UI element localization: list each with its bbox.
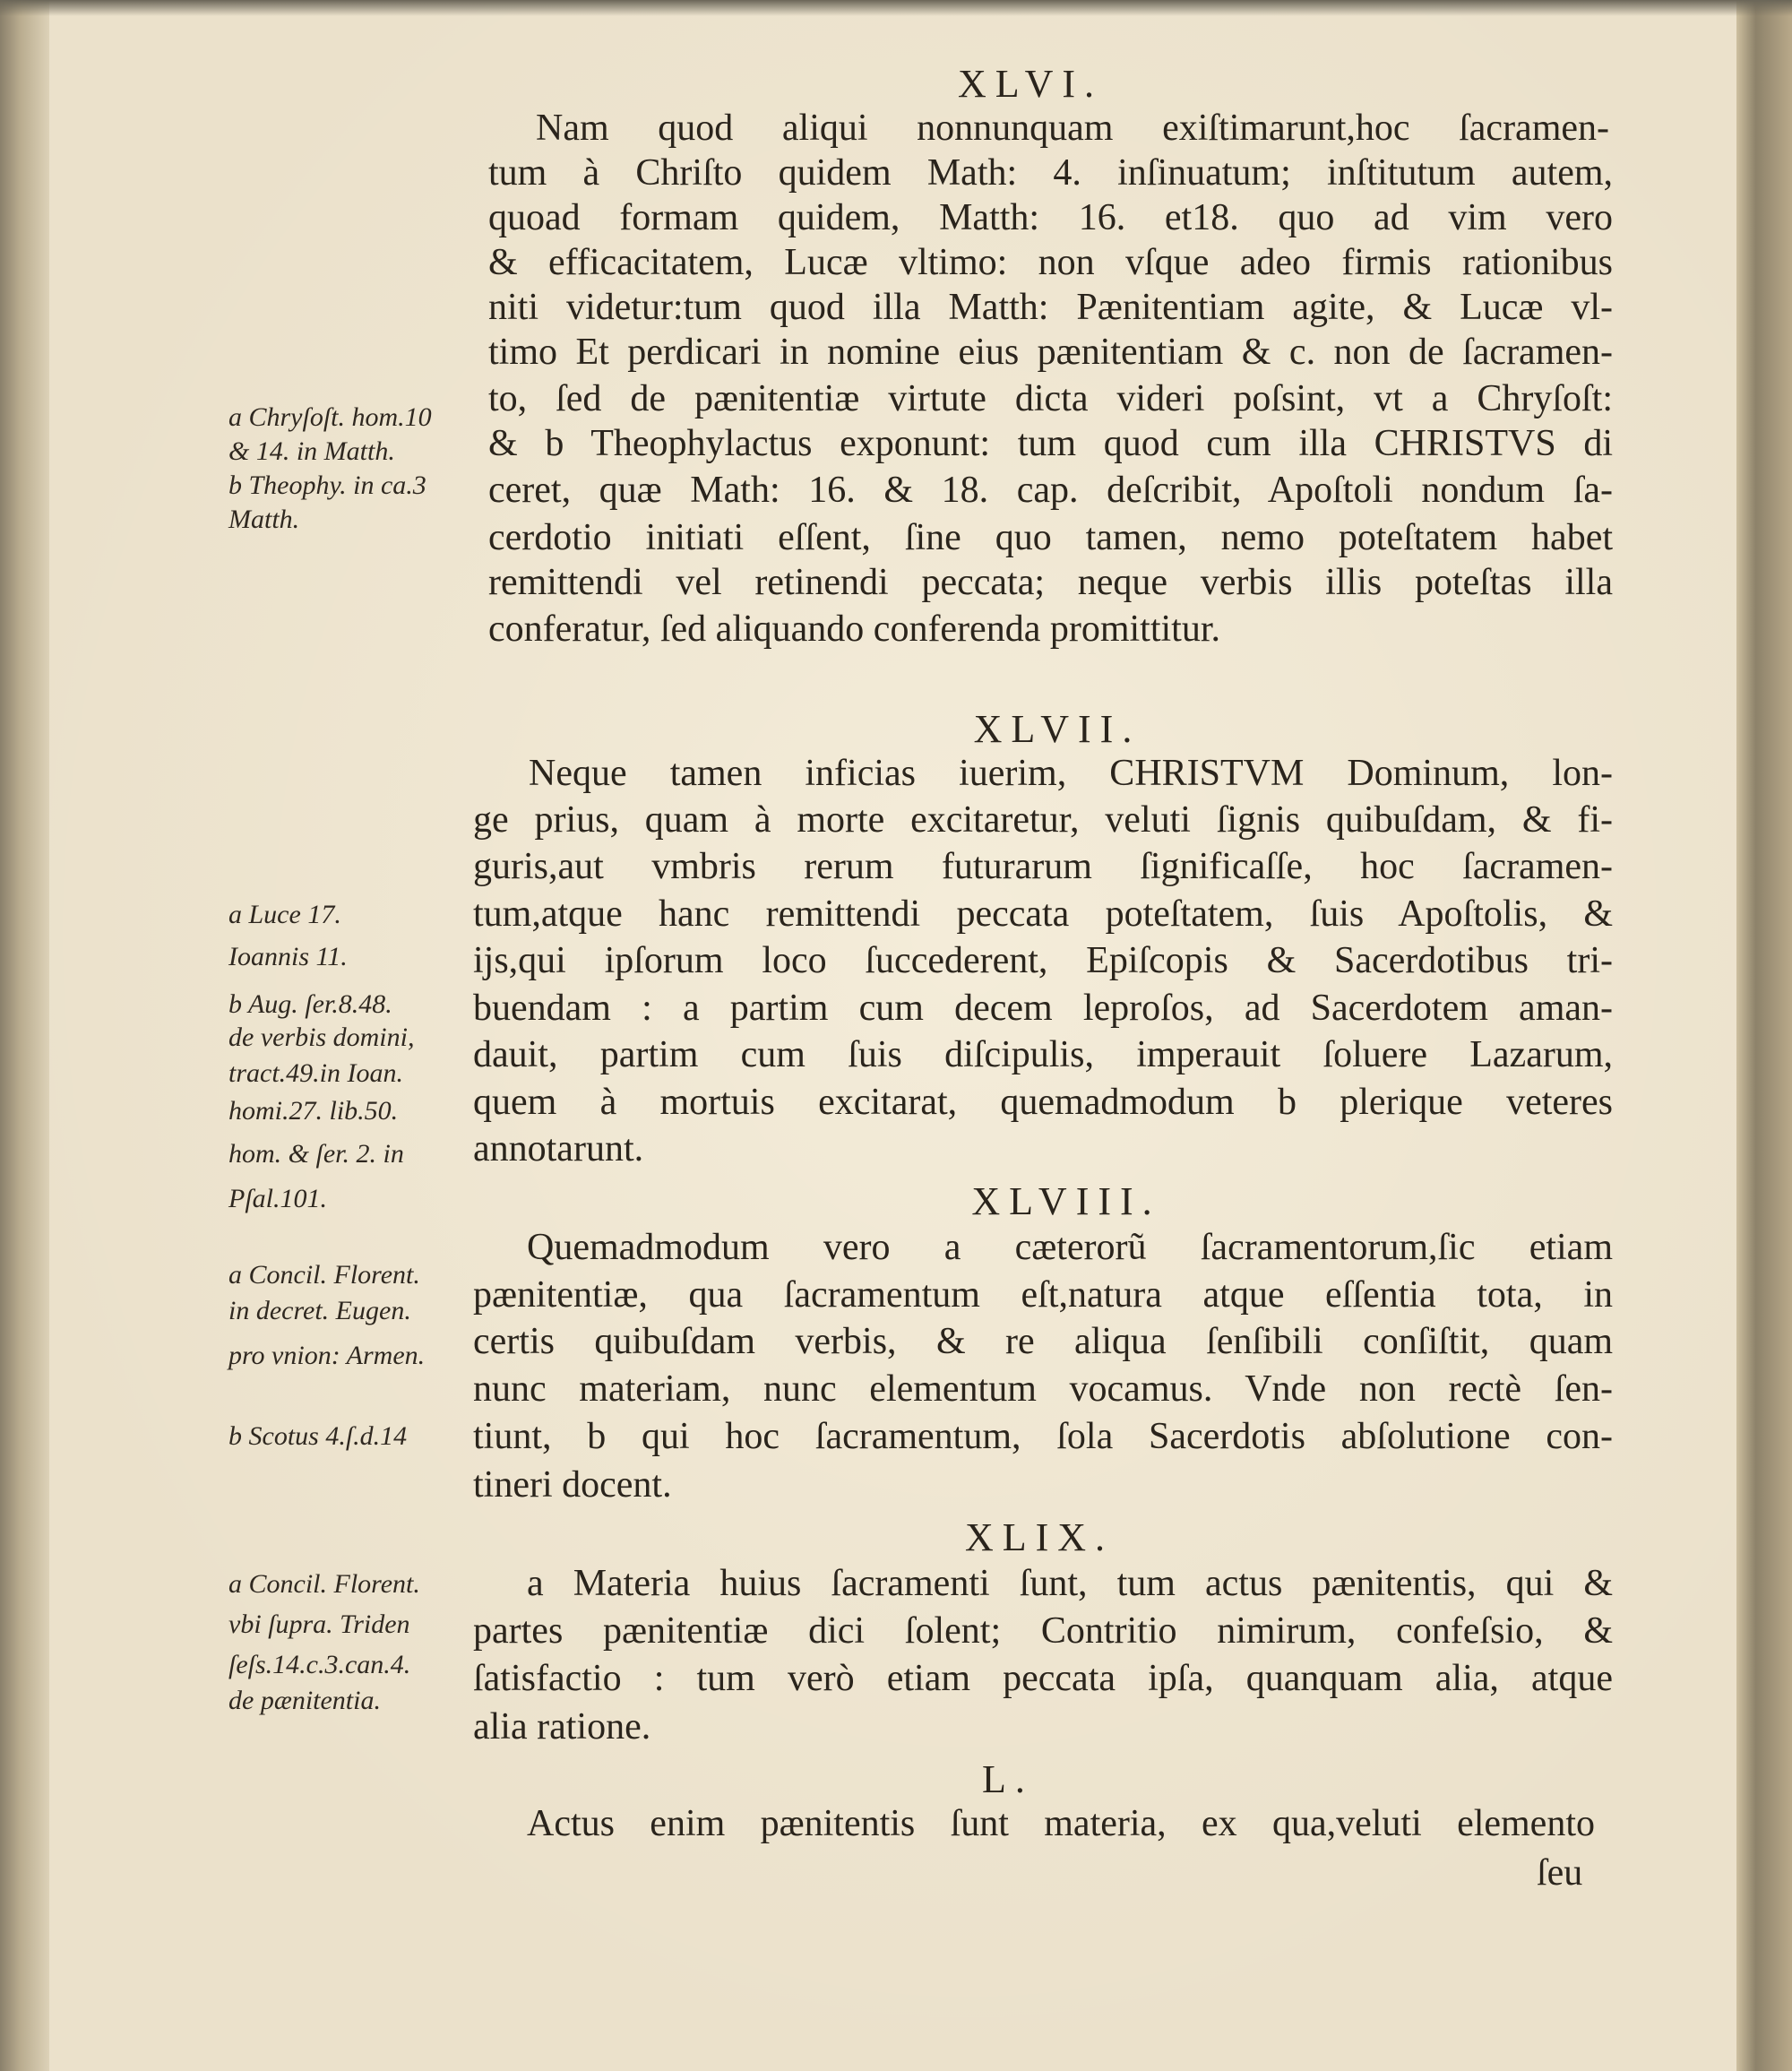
text-line: tiunt, b qui hoc ſacramentum, ſola Sacerdotis abſolutione con- [473, 1416, 1613, 1457]
text-line: tum,atque hanc remittendi peccata poteſtatem, ſuis Apoſtolis, & [473, 893, 1613, 935]
margin-note: a Concil. Florent. [228, 1569, 420, 1599]
margin-note: Pſal.101. [228, 1184, 327, 1213]
text-line: tum à Chriſto quidem Math: 4. inſinuatum; inſtitutum autem, [488, 152, 1613, 194]
section-heading: XLVII. [973, 707, 1142, 751]
text-line: Quemadmodum vero a cæterorũ ſacramentorum,ſic etiam [527, 1227, 1613, 1268]
text-line: Actus enim pænitentis ſunt materia, ex qua,veluti elemento [527, 1803, 1595, 1844]
text-line: timo Et perdicari in nomine eius pænitentiam & c. non de ſacramen- [488, 332, 1613, 373]
margin-note: Matth. [228, 505, 300, 534]
margin-note: a Concil. Florent. [228, 1260, 420, 1290]
text-line: Neque tamen inficias iuerim, CHRISTVM Dominum, lon- [529, 753, 1613, 794]
text-line: ſatisfactio : tum verò etiam peccata ipſa, quanquam alia, atque [473, 1658, 1613, 1699]
margin-note: a Luce 17. [228, 900, 341, 929]
top-shadow [0, 0, 1792, 16]
margin-note: homi.27. lib.50. [228, 1096, 399, 1126]
text-line: conferatur, ſed aliquando conferenda promittitur. [488, 608, 1221, 650]
text-line: partes pænitentiæ dici ſolent; Contritio nimirum, confeſsio, & [473, 1610, 1613, 1652]
text-line: dauit, partim cum ſuis diſcipulis, imperauit ſoluere Lazarum, [473, 1034, 1613, 1075]
section-heading: L. [982, 1757, 1034, 1801]
margin-note: b Theophy. in ca.3 [228, 470, 426, 500]
margin-note: de pænitentia. [228, 1686, 381, 1715]
text-line: & b Theophylactus exponunt: tum quod cum illa CHRISTVS di [488, 423, 1613, 464]
text-line: quoad formam quidem, Matth: 16. et18. quo ad vim vero [488, 197, 1613, 238]
margin-note: b Scotus 4.ſ.d.14 [228, 1421, 408, 1451]
margin-note: tract.49.in Ioan. [228, 1058, 403, 1088]
margin-note: de verbis domini, [228, 1023, 415, 1052]
text-line: remittendi vel retinendi peccata; neque verbis illis poteſtas illa [488, 562, 1613, 603]
margin-note: pro vnion: Armen. [228, 1341, 426, 1370]
text-line: ge prius, quam à morte excitaretur, veluti ſignis quibuſdam, & fi- [473, 799, 1613, 841]
text-line: alia ratione. [473, 1706, 651, 1747]
margin-note: vbi ſupra. Triden [228, 1609, 410, 1639]
margin-note: hom. & ſer. 2. in [228, 1139, 404, 1169]
page-edge [1736, 0, 1792, 2071]
margin-note: ſeſs.14.c.3.can.4. [228, 1650, 411, 1679]
section-heading: XLIX. [964, 1515, 1115, 1559]
catchword: ſeu [1537, 1852, 1583, 1894]
text-line: guris,aut vmbris rerum futurarum ſignificaſſe, hoc ſacramen- [473, 846, 1613, 887]
text-line: annotarunt. [473, 1128, 644, 1169]
text-line: & efficacitatem, Lucæ vltimo: non vſque adeo firmis rationibus [488, 242, 1613, 283]
text-line: cerdotio initiati eſſent, ſine quo tamen, nemo poteſtatem habet [488, 517, 1613, 558]
margin-note: b Aug. ſer.8.48. [228, 989, 392, 1019]
text-line: ceret, quæ Math: 16. & 18. cap. deſcribit, Apoſtoli nondum ſa- [488, 470, 1613, 511]
text-line: a Materia huius ſacramenti ſunt, tum actus pænitentis, qui & [527, 1563, 1613, 1604]
text-line: certis quibuſdam verbis, & re aliqua ſenſibili conſiſtit, quam [473, 1321, 1613, 1362]
text-line: Nam quod aliqui nonnunquam exiſtimarunt,hoc ſacramen- [536, 108, 1609, 149]
section-heading: XLVIII. [971, 1179, 1161, 1223]
text-line: buendam : a partim cum decem leproſos, ad Sacerdotem aman- [473, 988, 1613, 1029]
text-line: ijs,qui ipſorum loco ſuccederent, Epiſcopis & Sacerdotibus tri- [473, 940, 1613, 981]
section-heading: XLVI. [957, 62, 1104, 106]
margin-note: & 14. in Matth. [228, 436, 395, 466]
text-line: quem à mortuis excitarat, quemadmodum b plerique veteres [473, 1082, 1613, 1123]
margin-note: a Chryſoſt. hom.10 [228, 402, 432, 432]
text-line: niti videtur:tum quod illa Matth: Pænitentiam agite, & Lucæ vl- [488, 287, 1613, 328]
text-line: nunc materiam, nunc elementum vocamus. Vnde non rectè ſen- [473, 1368, 1613, 1410]
text-line: to, ſed de pænitentiæ virtute dicta videri poſsint, vt a Chryſoſt: [488, 378, 1613, 419]
text-line: pænitentiæ, qua ſacramentum eſt,natura atque eſſentia tota, in [473, 1274, 1613, 1316]
text-line: tineri docent. [473, 1464, 672, 1506]
book-gutter [0, 0, 49, 2071]
margin-note: Ioannis 11. [228, 942, 348, 971]
margin-note: in decret. Eugen. [228, 1296, 411, 1325]
